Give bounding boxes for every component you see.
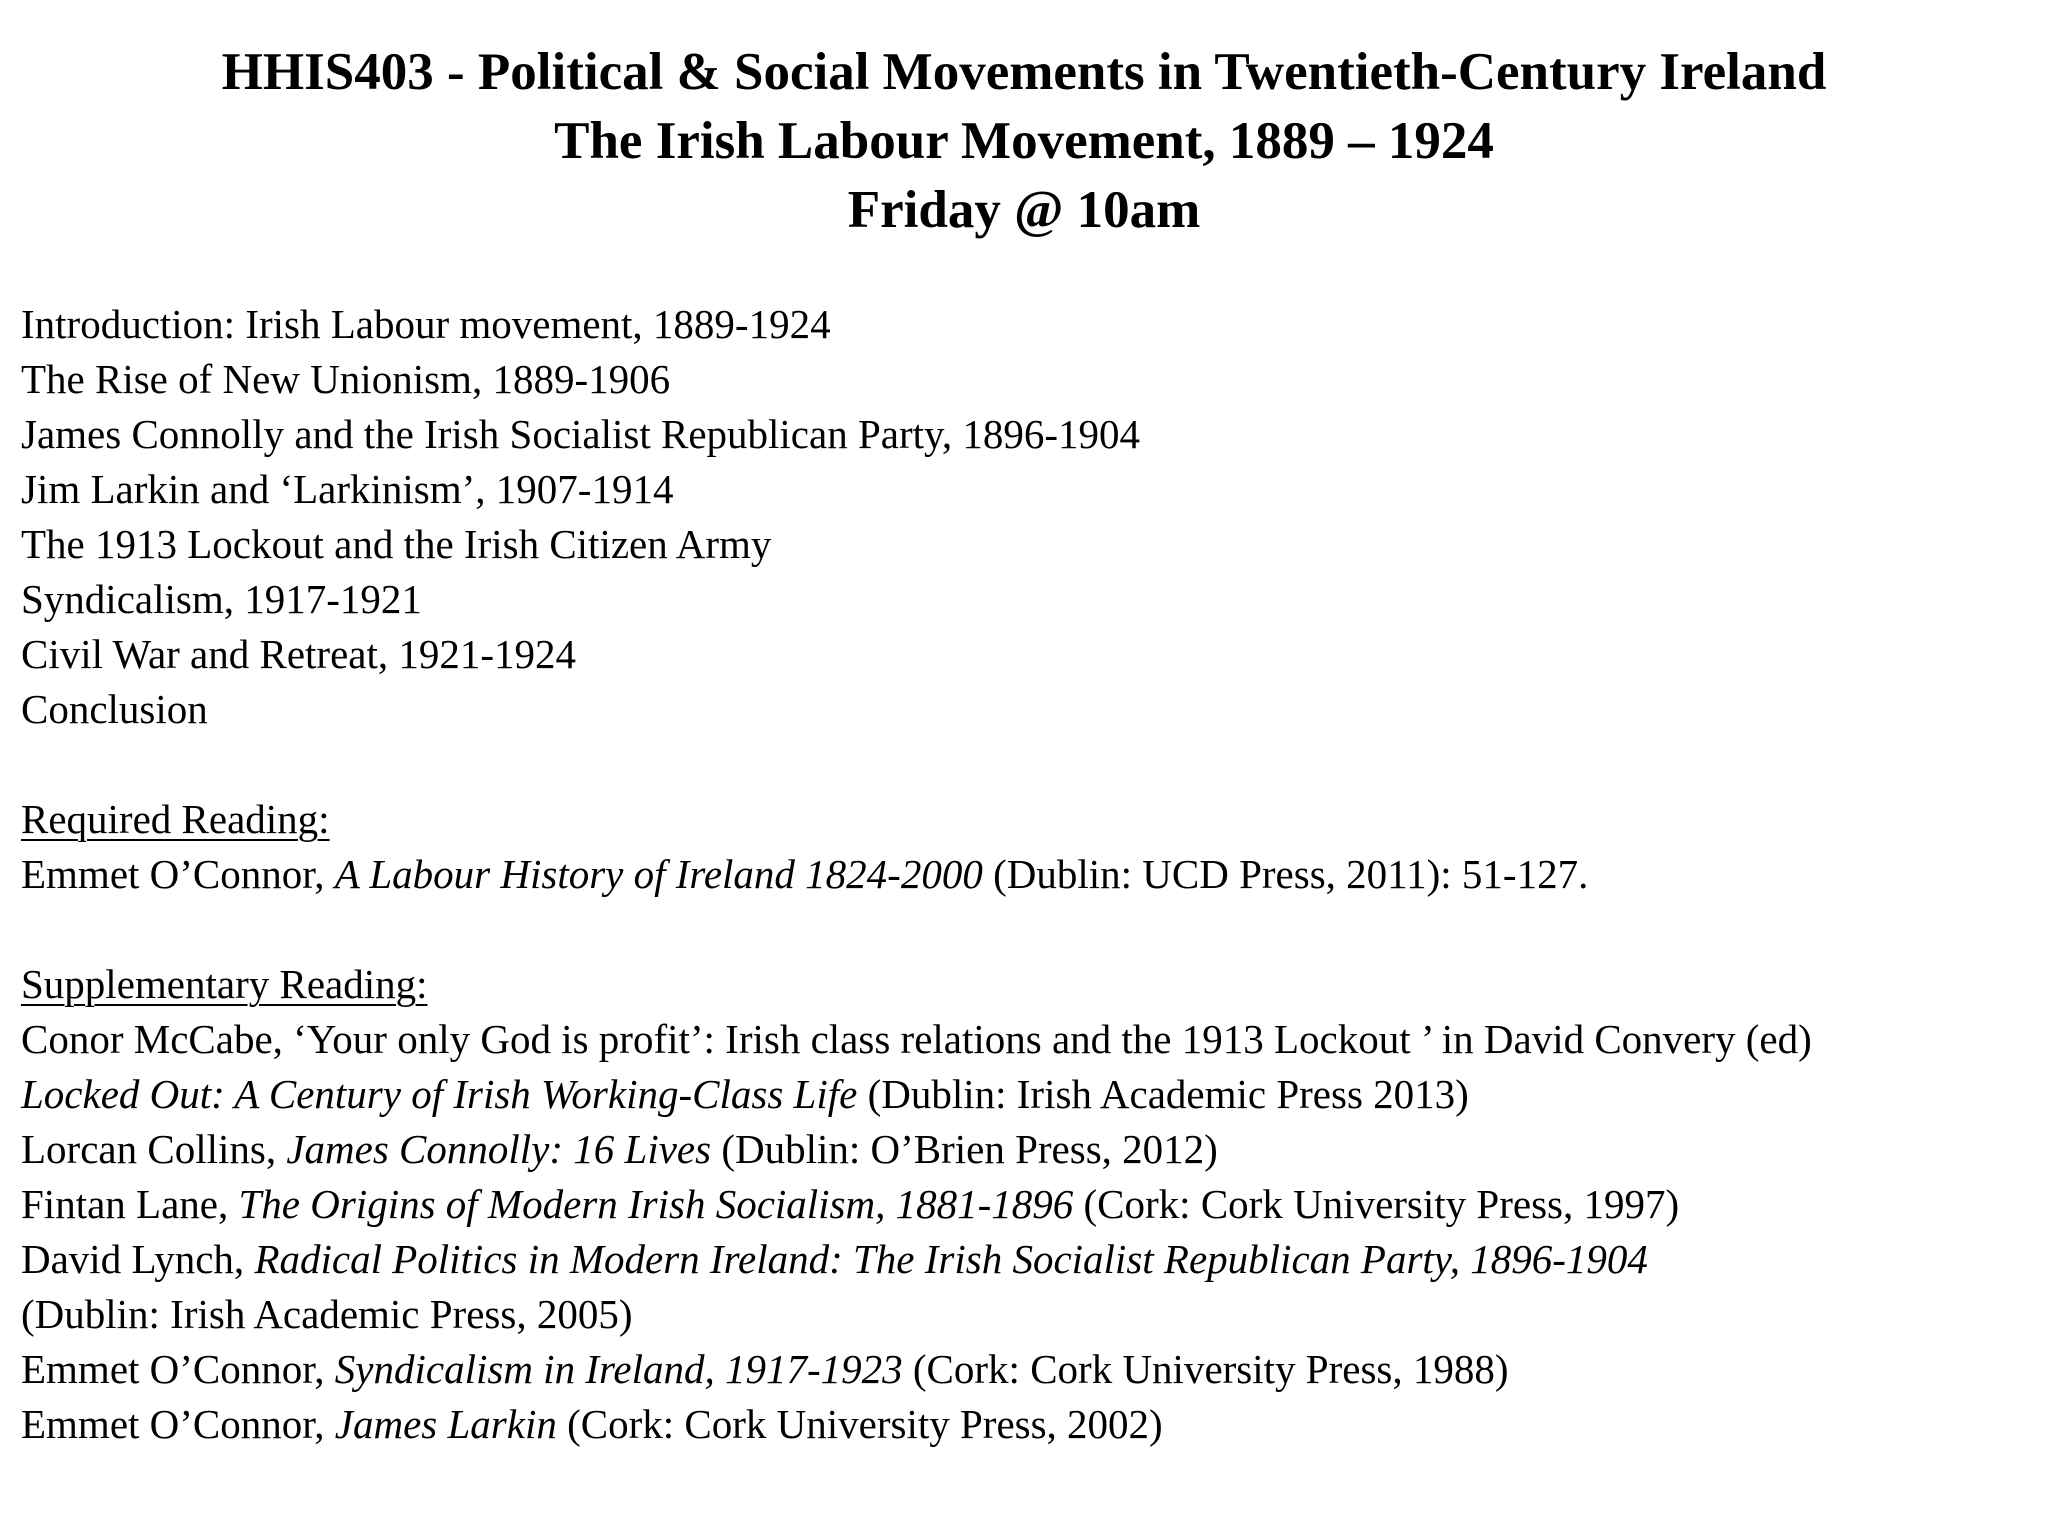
entry-author: Conor McCabe, ‘Your only God is profit’: Irish class relations and the 1913 Lockout ’ in David Convery (ed) [21, 1016, 1812, 1062]
entry-author: Lorcan Collins, [21, 1126, 287, 1172]
document-header [0, 38, 2048, 245]
supplementary-reading-heading: Supplementary Reading: [21, 961, 428, 1007]
entry-publication: (Dublin: O’Brien Press, 2012) [711, 1126, 1218, 1172]
reading-entry [21, 1287, 2041, 1342]
topic-item: Civil War and Retreat, 1921-1924 [21, 631, 577, 677]
entry-title: The Origins of Modern Irish Socialism, 1881-1896 [238, 1181, 1074, 1227]
course-title: HHIS403 - Political & Social Movements in Twentieth-Century Ireland [221, 43, 1827, 101]
topic-item: Syndicalism, 1917-1921 [21, 576, 422, 622]
topic-item: James Connolly and the Irish Socialist Republican Party, 1896-1904 [21, 411, 1140, 457]
reading-entry [21, 1012, 2041, 1067]
entry-author: Emmet O’Connor, [21, 1346, 335, 1392]
topic-item: Introduction: Irish Labour movement, 1889-1924 [21, 301, 831, 347]
topic-item: The 1913 Lockout and the Irish Citizen Army [21, 521, 772, 567]
entry-publication: (Cork: Cork University Press, 1997) [1073, 1181, 1680, 1227]
spacer [21, 737, 2041, 792]
entry-publication: (Dublin: Irish Academic Press 2013) [857, 1071, 1469, 1117]
session-time: Friday @ 10am [847, 181, 1201, 239]
reading-entry [21, 1122, 2041, 1177]
session-title: The Irish Labour Movement, 1889 – 1924 [554, 112, 1494, 170]
document-body [21, 297, 2041, 1452]
reading-entry [21, 1232, 2041, 1287]
reading-entry [21, 847, 2041, 902]
entry-publication: (Cork: Cork University Press, 2002) [556, 1401, 1163, 1447]
entry-publication: (Dublin: UCD Press, 2011): 51-127. [982, 851, 1589, 897]
entry-author: Emmet O’Connor, [21, 851, 335, 897]
reading-entry [21, 1397, 2041, 1452]
entry-publication: (Cork: Cork University Press, 1988) [902, 1346, 1509, 1392]
entry-title: A Labour History of Ireland 1824-2000 [334, 851, 983, 897]
supplementary-reading-section [21, 957, 2041, 1452]
required-reading-section [21, 792, 2041, 902]
topic-item: Conclusion [21, 686, 208, 732]
entry-author: (Dublin: Irish Academic Press, 2005) [21, 1291, 633, 1337]
reading-entry [21, 1342, 2041, 1397]
spacer [21, 902, 2041, 957]
entry-author: David Lynch, [21, 1236, 255, 1282]
required-reading-heading: Required Reading: [21, 796, 330, 842]
reading-entry [21, 1177, 2041, 1232]
topic-item: Jim Larkin and ‘Larkinism’, 1907-1914 [21, 466, 674, 512]
entry-title: Locked Out: A Century of Irish Working-Class Life [21, 1071, 858, 1117]
entry-author: Fintan Lane, [21, 1181, 239, 1227]
topic-item: The Rise of New Unionism, 1889-1906 [21, 356, 671, 402]
entry-title: Radical Politics in Modern Ireland: The Irish Socialist Republican Party, 1896-1904 [254, 1236, 1648, 1282]
entry-author: Emmet O’Connor, [21, 1401, 335, 1447]
topic-list [21, 297, 2041, 737]
reading-entry [21, 1067, 2041, 1122]
entry-title: James Connolly: 16 Lives [286, 1126, 712, 1172]
entry-title: James Larkin [334, 1401, 557, 1447]
entry-title: Syndicalism in Ireland, 1917-1923 [334, 1346, 903, 1392]
